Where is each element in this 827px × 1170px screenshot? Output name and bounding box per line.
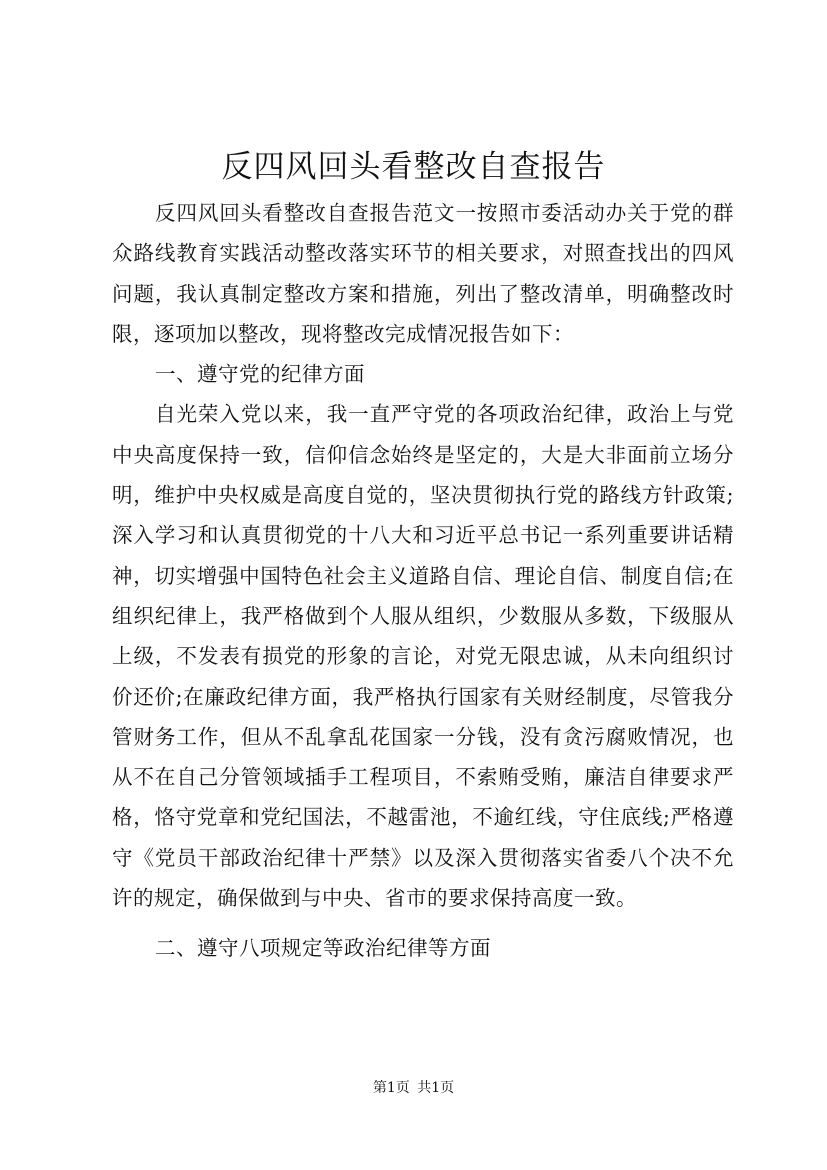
page-footer: 第1页 共1页 <box>372 1080 455 1096</box>
section-heading-2: 二、遵守八项规定等政治纪律等方面 <box>155 936 491 961</box>
intro-paragraph: 反四风回头看整改自查报告范文一按照市委活动办关于党的群众路线教育实践活动整改落实环节的相关要求，对照查找出的四风问题，我认真制定整改方案和措施，列出了整改清单，明确整改时限，逐项加以整改，现将整改完成情况报告如下： <box>112 201 734 346</box>
document-body <box>112 193 734 969</box>
document-title: 反四风回头看整改自查报告 <box>221 149 606 185</box>
section-1-paragraph: 自光荣入党以来，我一直严守党的各项政治纪律，政治上与党中央高度保持一致，信仰信念始终是坚定的，大是大非面前立场分明，维护中央权威是高度自觉的，坚决贯彻执行党的路线方针政策;深入学习和认真贯彻党的十八大和习近平总书记一系列重要讲话精神，切实增强中国特色社会主义道路自信、理论自信、制度自信;在组织纪律上，我严格做到个人服从组织，少数服从多数，下级服从上级，不发表有损党的形象的言论，对党无限忠诚，从未向组织讨价还价;在廉政纪律方面，我严格执行国家有关财经制度，尽管我分管财务工作，但从不乱拿乱花国家一分钱，没有贪污腐败情况，也从不在自己分管领域插手工程项目，不索贿受贿，廉洁自律要求严格，恪守党章和党纪国法，不越雷池，不逾红线，守住底线;严格遵守《党员干部政治纪律十严禁》以及深入贯彻落实省委八个决不允许的规定，确保做到与中央、省市的要求保持高度一致。 <box>112 402 734 911</box>
section-heading-1: 一、遵守党的纪律方面 <box>155 362 365 387</box>
